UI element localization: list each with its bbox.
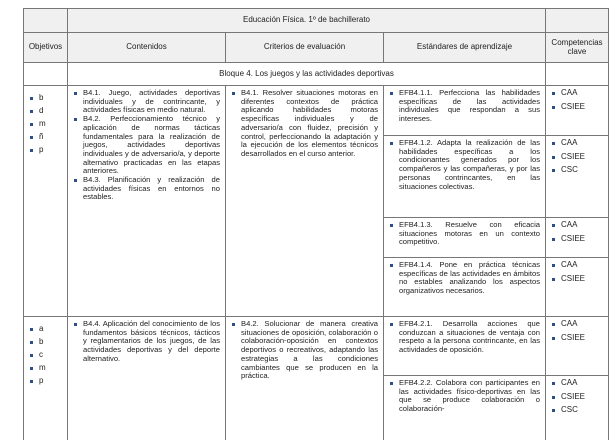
- competence-item: CSIEE: [551, 334, 603, 343]
- standard-efb412: EFB4.1.2. Adapta la realización de las habilidades específicas a los condicionantes generados por los compañeros y las compañeras, y por las personas contrincantes, en las situaciones colectivas.: [384, 136, 546, 218]
- group2-criterios: [226, 317, 384, 440]
- table-title-cell: [24, 9, 68, 33]
- competence-item: CSC: [551, 166, 603, 175]
- group1-contenidos: [68, 86, 226, 317]
- competence-item: CSIEE: [551, 235, 603, 244]
- standard-efb411: EFB4.1.1. Perfecciona las habilidades específicas de las actividades individuales que respondan a sus intereses.: [384, 86, 546, 136]
- curriculum-table: [23, 8, 609, 440]
- objective-item: c: [29, 351, 62, 360]
- objective-item: b: [29, 338, 62, 347]
- competencias-efb422: [546, 376, 609, 440]
- content-item: B4.4. Aplicación del conocimiento de los fundamentos básicos técnicos, tácticos y reglamentarios de los juegos, de las actividades deportivas y del deporte alternativo.: [73, 320, 220, 364]
- table-title: [68, 9, 546, 33]
- standard-efb413: EFB4.1.3. Resuelve con eficacia situaciones motoras en un contexto competitivo.: [384, 218, 546, 258]
- competence-item: CAA: [551, 89, 603, 98]
- standard-efb422: EFB4.2.2. Colabora con participantes en las actividades físico-deportivas en las que se produce colaboración o colaboración-: [384, 376, 546, 440]
- competencias-efb414: [546, 258, 609, 317]
- competence-item: CSIEE: [551, 103, 603, 112]
- standard-efb421: EFB4.2.1. Desarrolla acciones que conduzcan a situaciones de ventaja con respeto a la persona contrincante, en las actividades de oposición.: [384, 317, 546, 376]
- competencias-efb413: [546, 218, 609, 258]
- objective-item: ñ: [29, 133, 62, 142]
- group1-criterios: [226, 86, 384, 317]
- competence-item: CSIEE: [551, 275, 603, 284]
- objective-item: p: [29, 146, 62, 155]
- competencias-efb412: [546, 136, 609, 218]
- header-competencias: Competencias clave: [546, 33, 609, 63]
- table-title-right-cell: [546, 9, 609, 33]
- competence-item: CAA: [551, 221, 603, 230]
- competencias-efb421: [546, 317, 609, 376]
- block-row-right-cell: [546, 63, 609, 86]
- header-objetivos: Objetivos: [24, 33, 68, 63]
- competence-item: CSC: [551, 406, 603, 415]
- competence-item: CAA: [551, 261, 603, 270]
- objective-item: m: [29, 120, 62, 129]
- table-title-text: Educación Física. 1º de bachillerato: [243, 15, 370, 25]
- header-contenidos: Contenidos: [68, 33, 226, 63]
- content-item: B4.1. Juego, actividades deportivas individuales y de contrincante, y actividades físicas en medio natural.: [73, 89, 220, 115]
- standard-efb414: EFB4.1.4. Pone en práctica técnicas específicas de las actividades en ámbitos no estables analizando los aspectos organizativos necesarios.: [384, 258, 546, 317]
- objective-item: b: [29, 94, 62, 103]
- content-item: B4.2. Perfeccionamiento técnico y aplicación de normas tácticas fundamentales para la realización de juegos, actividades deportivas individuales y de adversario/a, y deporte alternativo practicadas en las etapas anteriores.: [73, 115, 220, 176]
- objective-item: m: [29, 364, 62, 373]
- block-title: Bloque 4. Los juegos y las actividades deportivas: [68, 63, 546, 86]
- objective-item: d: [29, 107, 62, 116]
- content-item: B4.3. Planificación y realización de actividades físicas en entornos no estables.: [73, 176, 220, 202]
- competence-item: CAA: [551, 379, 603, 388]
- group1-objetivos: [24, 86, 68, 317]
- group2-objetivos: [24, 317, 68, 440]
- criterion-item: B4.2. Solucionar de manera creativa situaciones de oposición, colaboración o colaboración-oposición en contextos deportivos o recreativos, adaptando las estrategias a las condiciones cambiantes que se producen en la práctica.: [231, 320, 378, 381]
- group2-contenidos: [68, 317, 226, 440]
- competencias-efb411: [546, 86, 609, 136]
- block-row-left-cell: [24, 63, 68, 86]
- competence-item: CSIEE: [551, 153, 603, 162]
- objective-item: a: [29, 325, 62, 334]
- header-criterios: Criterios de evaluación: [226, 33, 384, 63]
- competence-item: CSIEE: [551, 393, 603, 402]
- criterion-item: B4.1. Resolver situaciones motoras en diferentes contextos de práctica aplicando habilidades motoras específicas individuales y de adversario/a con fluidez, precisión y control, perfeccionando la adaptación y la ejecución de los elementos técnicos desarrollados en el curso anterior.: [231, 89, 378, 159]
- objective-item: p: [29, 377, 62, 386]
- competence-item: CAA: [551, 320, 603, 329]
- competence-item: CAA: [551, 139, 603, 148]
- header-estandares: Estándares de aprendizaje: [384, 33, 546, 63]
